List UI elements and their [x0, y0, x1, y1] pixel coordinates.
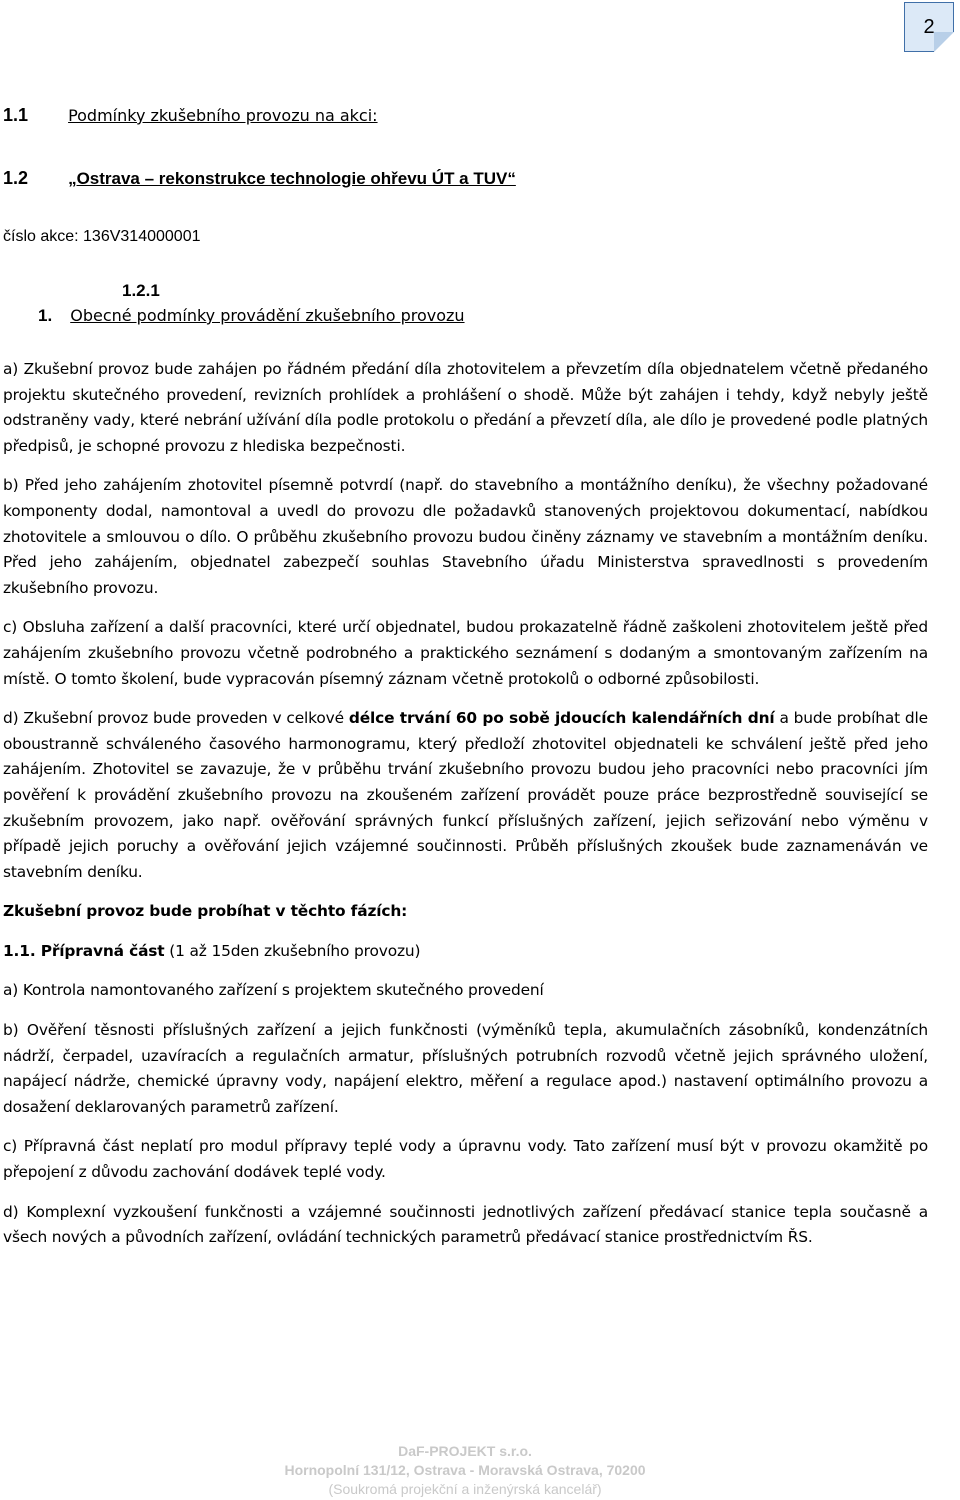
heading-1-1-title: Podmínky zkušebního provozu na akci: — [68, 106, 378, 125]
footer — [0, 1442, 930, 1499]
paragraph-c: c) Obsluha zařízení a další pracovníci, které určí objednatel, budou prokazatelně řádně zaškoleni zhotovitelem ještě před zahájením zkušebního provozu včetně podrobného a praktického seznámení s dodaným a smontovaným zařízením na místě. O tomto školení, bude vypracován písemný záznam včetně protokolů o odborné způsobilosti. — [3, 618, 928, 688]
paragraph-b: b) Před jeho zahájením zhotovitel písemně potvrdí (např. do stavebního a montážního deníku), že všechny požadované komponenty dodal, namontoval a uvedl do provozu dle požadavků stanovených projektovou dokumentací, nabídkou zhotovitele a smlouvou o dílo. O průběhu zkušebního provozu budou činěny záznamy ve stavebním a montážním deníku. Před jeho zahájením, objednatel zabezpečí souhlas Stavebního úřadu Ministerstva spravedlnosti s provedením zkušebního provozu. — [3, 476, 928, 597]
paragraph-d — [3, 706, 928, 885]
preparatory-heading-title: 1.1. Přípravná část — [3, 941, 165, 960]
footer-company: DaF-PROJEKT s.r.o. — [398, 1443, 532, 1459]
preparatory-item-d: d) Komplexní vyzkoušení funkčnosti a vzájemné součinnosti jednotlivých zařízení předávací stanice tepla současně a všech nových a původních zařízení, ovládání technických parametrů předávací stanice prostřednictvím ŘS. — [3, 1202, 928, 1247]
action-number: číslo akce: 136V314000001 — [3, 228, 201, 245]
footer-note: (Soukromá projekční a inženýrská kancelář) — [328, 1481, 602, 1497]
heading-1-1 — [3, 105, 378, 126]
paragraph-d-intro: d) Zkušební provoz bude proveden v celkové — [3, 709, 349, 728]
preparatory-item-a: a) Kontrola namontovaného zařízení s projektem skutečného provedení — [3, 981, 544, 1000]
preparatory-heading-range: (1 až 15den zkušebního provozu) — [164, 941, 421, 960]
heading-1-2-1-title: Obecné podmínky provádění zkušebního provozu — [70, 306, 465, 325]
paragraph-a: a) Zkušební provoz bude zahájen po řádném předání díla zhotovitelem a převzetím díla objednatelem včetně předaného projektu skutečného provedení, revizních prohlídek a prohlášení o shodě. Může být zahájen i tehdy, když nebyly ještě odstraněny vady, které nebrání užívání díla podle protokolu o předání a převzetí díla, ale dílo je provedené podle platných předpisů, je schopné provozu z hlediska bezpečnosti. — [3, 360, 928, 455]
preparatory-heading — [3, 939, 928, 965]
heading-1-1-number: 1.1 — [3, 105, 29, 125]
heading-1-2-title: „Ostrava – rekonstrukce technologie ohřevu ÚT a TUV“ — [68, 169, 516, 188]
heading-1-2-1-number: 1.2.1 — [122, 281, 160, 300]
page-corner-fold-icon — [934, 32, 954, 52]
phases-heading: Zkušební provoz bude probíhat v těchto fázích: — [3, 902, 408, 921]
heading-1-2-number: 1.2 — [3, 168, 29, 188]
footer-address: Hornopolní 131/12, Ostrava - Moravská Ostrava, 70200 — [284, 1462, 646, 1478]
heading-1-2-1-subnumber: 1. — [38, 306, 53, 325]
section-general — [3, 357, 928, 1251]
preparatory-item-b: b) Ověření těsnosti příslušných zařízení a jejich funkčnosti (výměníků tepla, akumulačních zásobníků, kondenzátních nádrží, čerpadel, uzavíracích a regulačních armatur, příslušných potrubních rozvodů včetně jejich správného uložení, napájecí nádrže, chemické úpravny vody, napájení elektro, měření a regulace apod.) nastavení optimálního provozu a dosažení deklarovaných parametrů zařízení. — [3, 1021, 928, 1116]
paragraph-d-duration: délce trvání 60 po sobě jdoucích kalendářních dní — [348, 709, 775, 728]
heading-1-2 — [3, 168, 516, 189]
page-number: 2 — [923, 15, 935, 38]
preparatory-item-c: c) Přípravná část neplatí pro modul přípravy teplé vody a úpravnu vody. Tato zařízení musí být v provozu okamžitě po přepojení z důvodu zachování dodávek teplé vody. — [3, 1137, 928, 1182]
heading-1-2-1 — [38, 305, 465, 326]
paragraph-d-rest: a bude probíhat dle oboustranně schváleného časového harmonogramu, který předloží zhotovitel objednateli ke schválení ještě před jeho zahájením. Zhotovitel se zavazuje, že v průběhu trvání zkušebního provozu budou jeho pracovníci nebo pracovníci jím pověření k provádění zkušebního provozu na zkoušeném zařízení provádět pouze práce bezprostředně související se zkušebním provozem, jako např. ověřování správných funkcí příslušných zařízení, jejich seřizování nebo výměnu v případě jejich poruchy a ověřování jejich vzájemné součinnosti. Průběh příslušných zkoušek bude zaznamenáván ve stavebním deníku. — [3, 709, 928, 881]
page-number-badge — [904, 2, 954, 52]
